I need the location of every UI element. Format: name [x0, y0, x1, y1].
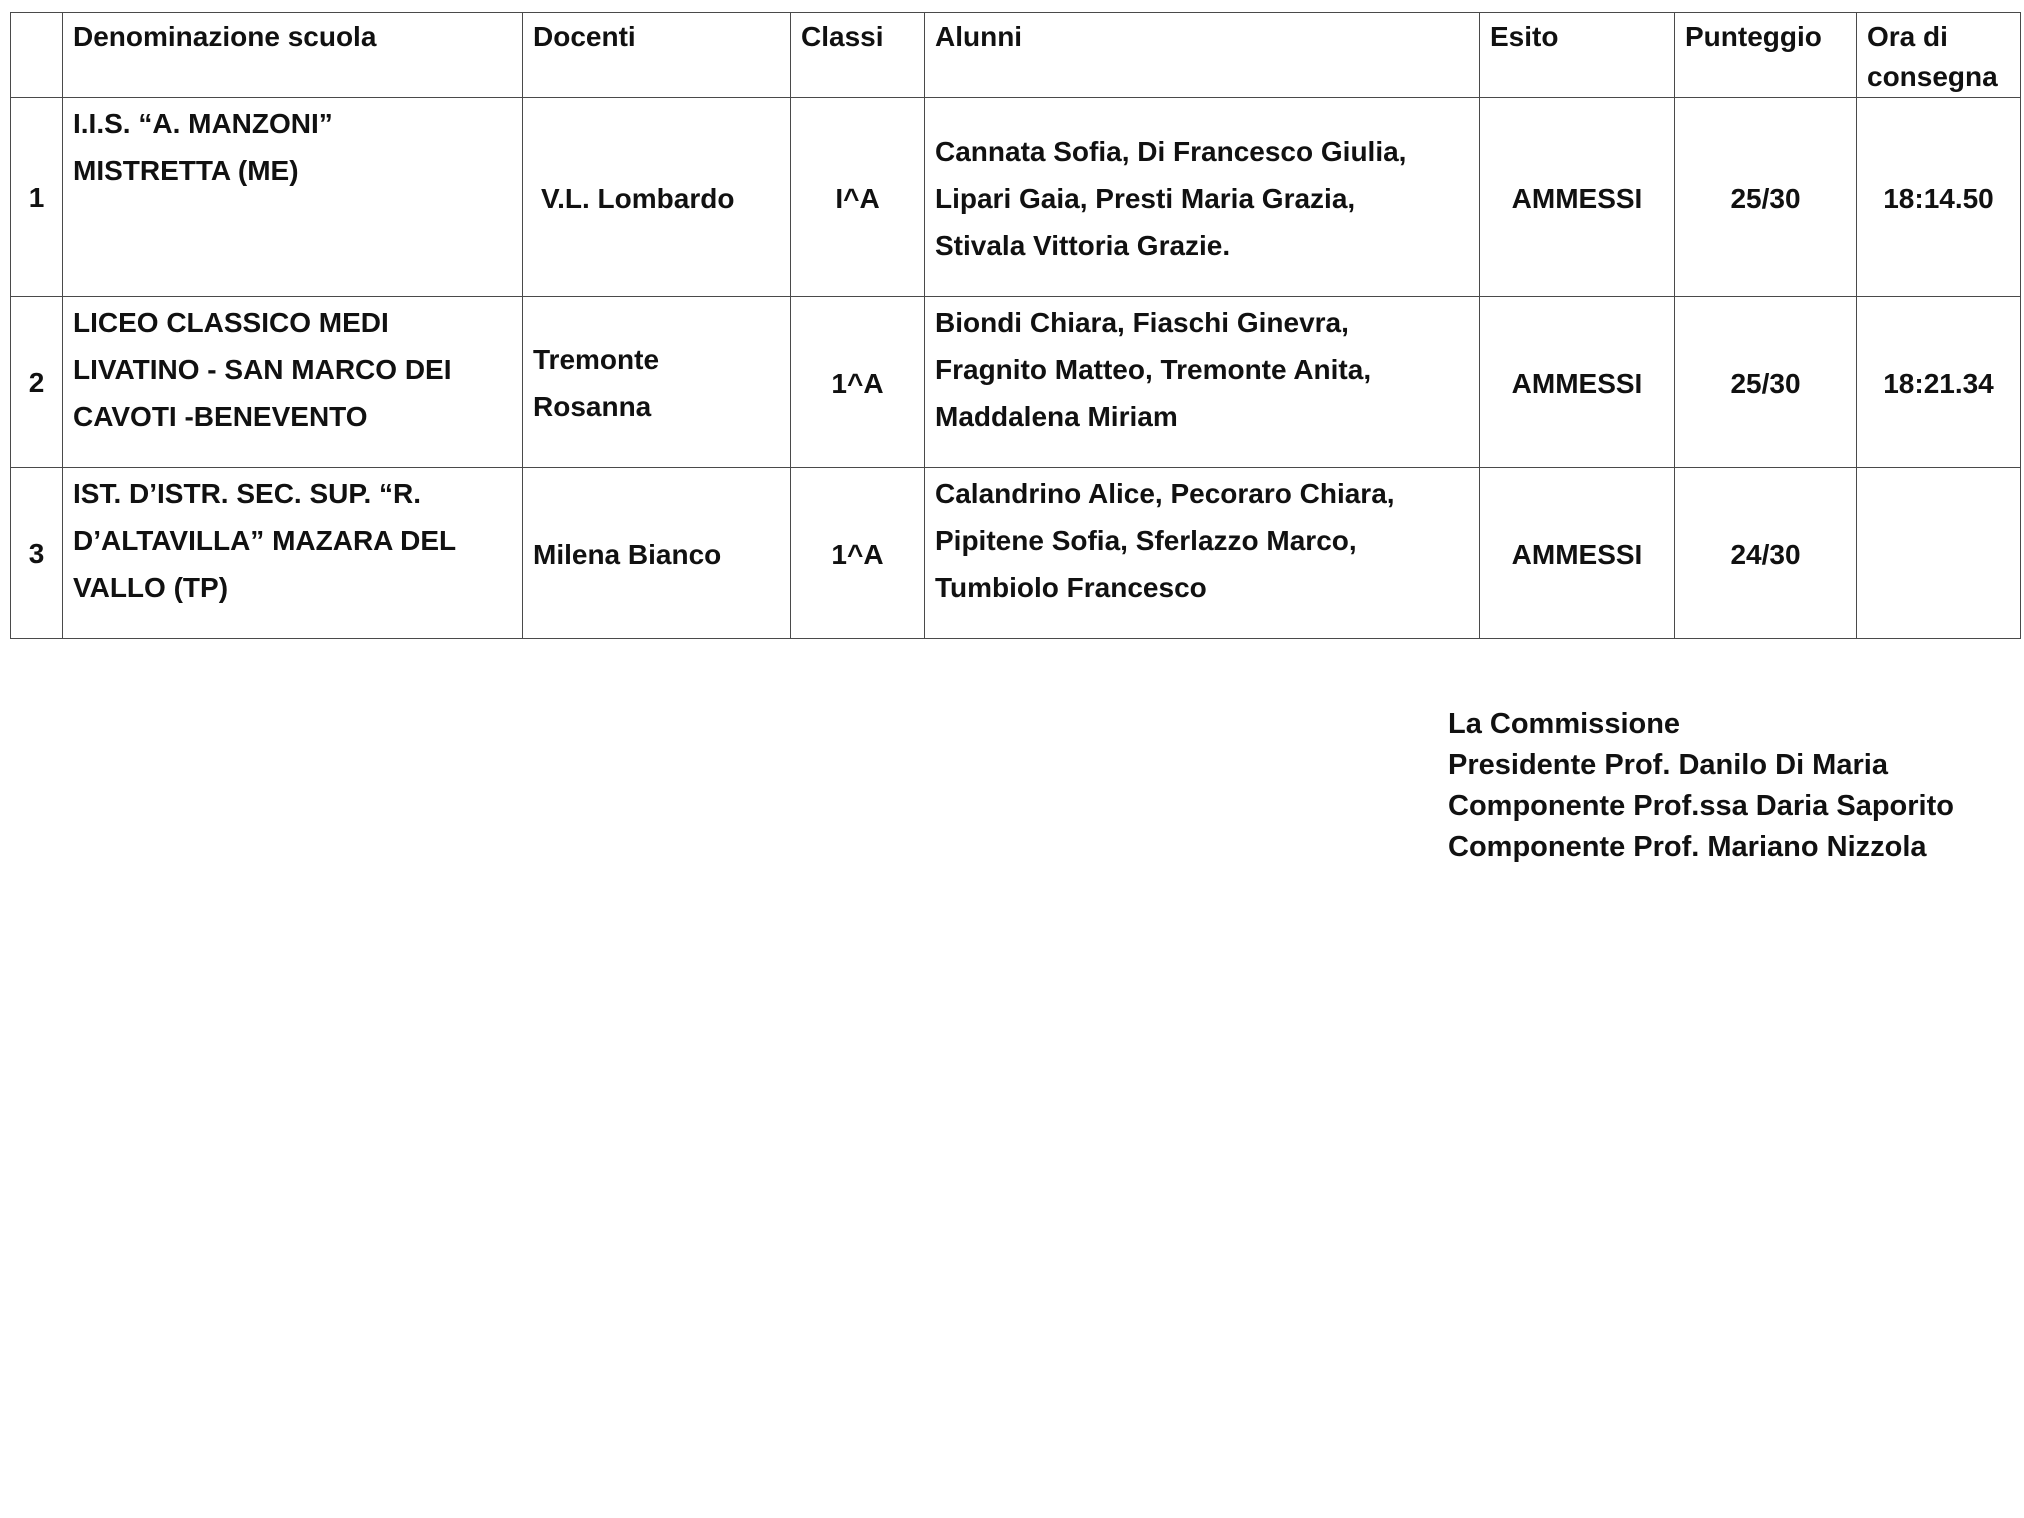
- teachers-cell: Milena Bianco: [523, 468, 791, 639]
- teachers-cell: V.L. Lombardo: [523, 98, 791, 297]
- commission-member: Componente Prof. Mariano Nizzola: [1448, 831, 1927, 863]
- school-cell: [63, 468, 523, 639]
- time-cell: [1857, 468, 2021, 639]
- students-cell: [925, 468, 1480, 639]
- row-number: 1: [11, 98, 63, 297]
- school-line: LICEO CLASSICO MEDI: [73, 307, 389, 338]
- table-row: [11, 468, 2021, 639]
- outcome-cell: AMMESSI: [1480, 98, 1675, 297]
- score-cell: 25/30: [1675, 297, 1857, 468]
- header-teachers: Docenti: [523, 13, 791, 98]
- time-cell: 18:21.34: [1857, 297, 2021, 468]
- classes-cell: 1^A: [791, 468, 925, 639]
- students-line: Cannata Sofia, Di Francesco Giulia,: [935, 135, 1407, 167]
- teachers-cell: [523, 297, 791, 468]
- header-school: Denominazione scuola: [63, 13, 523, 98]
- students-line: Tumbiolo Francesco: [935, 572, 1207, 603]
- school-line: LIVATINO - SAN MARCO DEI: [73, 354, 452, 385]
- commission-member: Componente Prof.ssa Daria Saporito: [1448, 790, 1954, 822]
- students-line: Calandrino Alice, Pecoraro Chiara,: [935, 478, 1395, 509]
- table-row: [11, 98, 2021, 297]
- school-line: MISTRETTA (ME): [73, 155, 299, 186]
- row-number: 2: [11, 297, 63, 468]
- header-outcome: Esito: [1480, 13, 1675, 98]
- school-line: VALLO (TP): [73, 572, 229, 603]
- header-time: Ora di consegna: [1857, 13, 2021, 98]
- school-line: CAVOTI -BENEVENTO: [73, 401, 368, 432]
- outcome-cell: AMMESSI: [1480, 468, 1675, 639]
- time-cell: 18:14.50: [1857, 98, 2021, 297]
- students-cell: [925, 297, 1480, 468]
- score-cell: 24/30: [1675, 468, 1857, 639]
- commission-title: La Commissione: [1448, 708, 1681, 740]
- header-students: Alunni: [925, 13, 1480, 98]
- header-number: [11, 13, 63, 98]
- outcome-cell: AMMESSI: [1480, 297, 1675, 468]
- students-line: Fragnito Matteo, Tremonte Anita,: [935, 354, 1372, 385]
- students-line: Pipitene Sofia, Sferlazzo Marco,: [935, 525, 1357, 556]
- commission-member: Presidente Prof. Danilo Di Maria: [1448, 749, 1888, 781]
- teachers-line: Tremonte: [533, 344, 660, 375]
- students-line: Lipari Gaia, Presti Maria Grazia,: [935, 182, 1356, 214]
- school-line: I.I.S. “A. MANZONI”: [73, 108, 333, 139]
- table-header-row: [11, 13, 2021, 98]
- students-line: Stivala Vittoria Grazie.: [935, 229, 1231, 261]
- score-cell: 25/30: [1675, 98, 1857, 297]
- students-line: Biondi Chiara, Fiaschi Ginevra,: [935, 307, 1349, 338]
- header-classes: Classi: [791, 13, 925, 98]
- header-score: Punteggio: [1675, 13, 1857, 98]
- teachers-line: Rosanna: [533, 391, 652, 422]
- school-cell: [63, 98, 523, 297]
- results-table: [10, 12, 2021, 639]
- school-line: D’ALTAVILLA” MAZARA DEL: [73, 525, 457, 556]
- school-line: IST. D’ISTR. SEC. SUP. “R.: [73, 478, 422, 509]
- classes-cell: I^A: [791, 98, 925, 297]
- school-cell: [63, 297, 523, 468]
- row-number: 3: [11, 468, 63, 639]
- classes-cell: 1^A: [791, 297, 925, 468]
- commission-block: [1448, 704, 1954, 868]
- students-cell: [925, 98, 1480, 297]
- table-row: [11, 297, 2021, 468]
- students-line: Maddalena Miriam: [935, 401, 1178, 432]
